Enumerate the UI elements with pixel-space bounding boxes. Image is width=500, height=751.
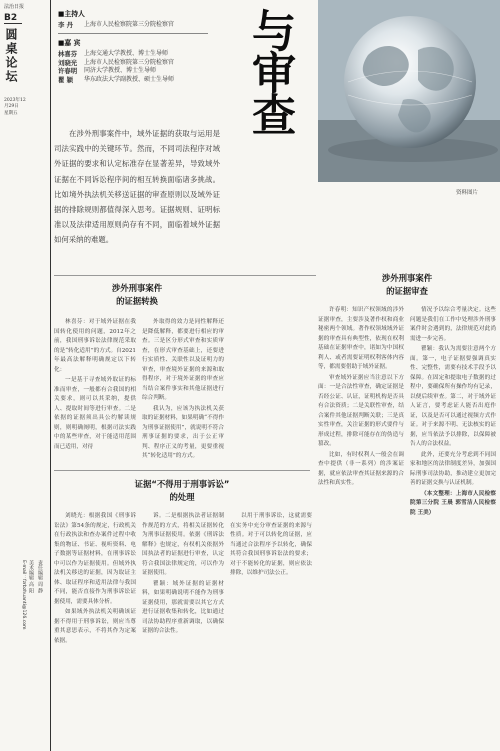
email-credit: E-mail：fzrbzhuanti@126.com [21, 560, 26, 630]
paragraph: 许春明：知识产权领域的涉外证据审查，主要涉及著作权和商业秘密两个领域。著作权领域域外证据的审查具有典型性，依现在权利基础在证据审查中，诸如为中国权利人、或者需要证明权利客体内容等，都需要借助于域外证据。 [318, 307, 404, 370]
left-border [50, 0, 51, 751]
guest-heading: ■嘉 宾 [58, 39, 81, 48]
paragraph: 一是基于寻查域外取证的标准而审查，一般都有合我国的相关要求，则可以其采纳，提供人、提取时间等进行审查。二是依据的证据须出具公约解读规则，则明确阐明，根据司法实践中的某些审查，对于能适用范围而已适用，对待 [54, 377, 136, 450]
guest-title: 华东政法大学副教授、硕士生导师 [84, 75, 175, 83]
host-heading-label: 主持人 [64, 10, 85, 18]
guest-row [58, 59, 208, 67]
paragraph: 瞿颖：域外证据的证据材料，如果明确说明不能作为刑事证据使用，那就需要以其它方式进行证据收集和转化，比如通过司法协助程序重新调取，以确保证据的合法性。 [142, 580, 224, 634]
paragraph: 此外，还要充分考虑到不同国家和地区的法律制度差异，加强国际刑事司法协助，推动建立更加完善的证据交换与认证机制。 [410, 451, 496, 486]
guest-name: 林喜芬 [58, 50, 78, 59]
section3-title: 证据“不得用于刑事诉讼” 的处理 [134, 479, 230, 502]
guest-title: 上海交通大学教授、博士生导师 [84, 50, 169, 58]
paragraph: 情况予以综合考量决定。这些问题是我们在工作中处理涉外刑事案件时会遇到的，法律规范对此尚需进一步完善。 [410, 307, 496, 342]
section3-col2 [142, 512, 224, 746]
host-heading: ■主持人 [58, 10, 85, 18]
section1-col2 [142, 318, 224, 466]
divider [54, 275, 316, 276]
headline-text: 与审查 [244, 8, 295, 134]
paragraph: 林喜芬：对于域外证据在我国转化使用的问题，2012年之前，我国刑事诉讼法律规范采取的是“转化适用”的方式。自2021年最高法解释明确规定以下转化： [54, 319, 136, 373]
paragraph: 审查域外证据应当注意以下方面：一是合法性审查，确定证据是否经公证、认证，证明机构是否具有合法资质；二是关联性审查，结合案件其他证据判断关联；三是真实性审查，关注证据的形式要件与形成过程，排除可能存在的伪造与篡改。 [318, 374, 404, 447]
guest-heading-label: 嘉 宾 [64, 39, 81, 48]
paragraph: 我认为，应该为执法机关获取的证据材料，如果明确“不得作为刑事证据使用”，就说明不符合刑事证据的要求，出于公正审判、程序正义的考量，更要重视其“转化适用”的方式。 [142, 405, 224, 459]
column-name: 圆桌论坛 [4, 28, 18, 84]
paragraph: 刘晓光：根据我国《刑事诉讼法》第54条的规定，行政机关在行政执法和查办案件过程中收集的物证、书证、视听资料、电子数据等证据材料，在刑事诉讼中可以作为证据使用。但域外执法机关移送的证据，因为取证主体、取证程序和适用法律与我国不同，能否直接作为刑事诉讼证据使用，需要具体分析。 [54, 513, 136, 605]
issue-date: 2023年12月29日 [4, 98, 26, 109]
section2-col2 [410, 306, 496, 746]
paragraph: （本文整理：上海市人民检察院第三分院 王晨 郭雪洁人民检察院 王美） [410, 490, 496, 516]
issue-weekday: 星期五 [4, 111, 18, 116]
section2-title: 涉外刑事案件 的证据审查 [381, 273, 433, 296]
photo-credit: 资料图片 [456, 190, 479, 196]
section1-col1 [54, 318, 136, 466]
host-title: 上海市人民检察院第三分院检察官 [84, 21, 175, 28]
section3-col1 [54, 512, 136, 746]
lead-text: 在涉外刑事案件中，域外证据的获取与运用是司法实践中的关键环节。然而，不同司法程序对域外证据的要求和认定标准存在显著差异，导致域外证据在不同诉讼程序间的相互转换面临诸多挑战。比如境外执法机关移送证据的审查原则以及域外证据的排除规则都值得深入思考。证据规则、证明标准以及法律适用原则尚存有不同，面临着域外证据如何采纳的难题。 [54, 129, 220, 245]
guest-title: 同济大学教授、博士生导师 [84, 67, 157, 75]
lead-paragraph [54, 126, 220, 268]
side-strip [6, 560, 44, 746]
paragraph: 比如，有时权利人一般会在调查中提供（非一系列）的涉案证据，就应依法审查其证据来源的合法性和真实性。 [318, 451, 404, 486]
section2-col1 [318, 306, 404, 746]
designer-credit: 美术编辑 高 阳 [28, 560, 34, 594]
headline [226, 8, 314, 508]
editor-credit: 责任编辑 周 静 [37, 560, 43, 594]
guest-name: 瞿 颖 [58, 75, 74, 84]
host-row [58, 21, 208, 29]
guest-row [58, 50, 208, 58]
paragraph: 瞿颖：我认为需要注意两个方面。第一，电子证据要强调真实性、完整性，需要有技术手段予以保障。在固定和提取电子数据的过程中，要确保所有操作均有记录，以便后续审查。第二，对于域外证人证言，要考虑证人能否出庭作证，以及是否可以通过视频方式作证。对于来源不明、无法核实的证据，应当依法予以排除，以保障被告人的合法权益。 [410, 346, 496, 447]
guest-name: 刘晓光 [58, 58, 78, 67]
guest-row [58, 67, 208, 75]
page-number: B2 [4, 13, 22, 24]
paragraph: 如果域外执法机关明确该证据不得用于刑事诉讼，则应当尊重其意思表示，不将其作为定案依据。 [54, 609, 136, 644]
section1-title: 涉外刑事案件 的证据转换 [111, 283, 163, 306]
masthead [4, 3, 48, 133]
paragraph: 诉。二是根据执法者证据制作规范的方式，将相关证据转化为刑事证据使用。依据《刑诉法解释》也规定，有权机关依据外国执法者的证据进行审查，认定符合我国法律规定的，可以作为证据使用。 [142, 513, 224, 576]
host-name: 李 丹 [58, 21, 74, 29]
paper-name: 法治日报 [4, 4, 25, 10]
paragraph: 外取得的效力是同性解释还是降低解释，都要进行相应的审查。三是区分形式审查和实质审查，在形式审查基础上，还要进行实质性、关联性以及证明力的审查，审查境外证据的来源和取得程序，对于境外证据的审查应当结合案件事实和其他证据进行综合判断。 [142, 319, 224, 401]
guest-row [58, 76, 208, 84]
guest-name: 许春明 [58, 67, 78, 76]
globe-image [318, 0, 500, 182]
feature-photo [318, 0, 500, 182]
hosts-box [58, 8, 208, 120]
paragraph: 以用于刑事诉讼，这就需要在实务中充分审查证据的来源与性质。对于可以转化的证据，应当通过合法程序予以转化，确保其符合我国刑事诉讼法的要求；对于不能转化的证据，则应依法排除，以维护司法公正。 [230, 513, 312, 576]
divider [54, 470, 310, 471]
guest-title: 上海市人民检察院第三分院检察官 [84, 58, 175, 66]
section3-col3 [230, 512, 312, 746]
